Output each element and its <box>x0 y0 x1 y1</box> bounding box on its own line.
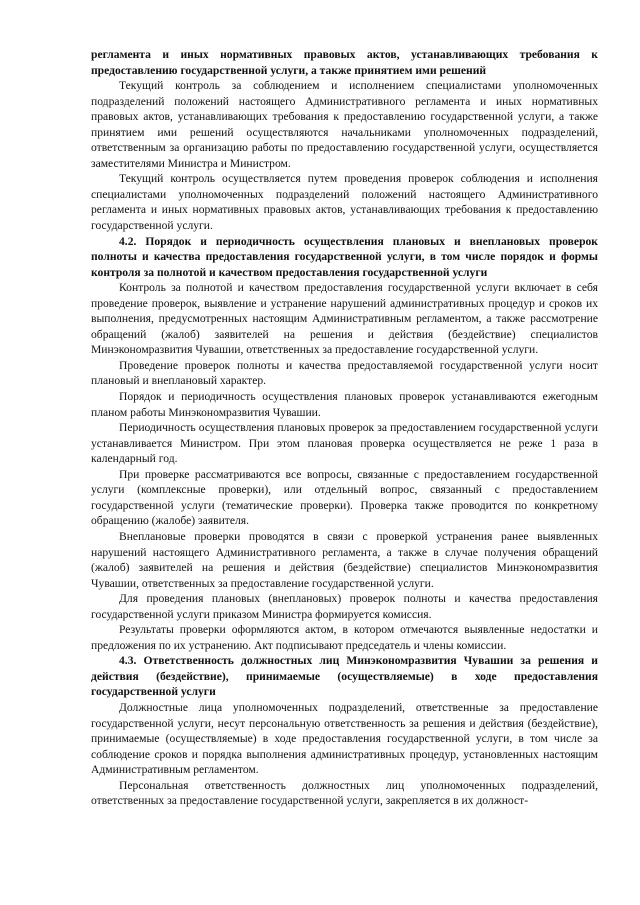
paragraph: Текущий контроль за соблюдением и исполнением специалистами уполномоченных подразделений положений настоящего Административного регламента и иных нормативных правовых актов, устанавливающих требования к предоставлению государственной услуги, а также принятием ими решений осуществляются начальниками уполномоченных подразделений, ответственным за организацию работы по предоставлению государственной услуги, осуществляется заместителями Министра и Министром. <box>91 79 598 170</box>
paragraph: Должностные лица уполномоченных подразделений, ответственные за предоставление государственной услуги, несут персональную ответственность за решения и действия (бездействие), принимаемые (осуществляемые) в ходе предоставления государственной услуги, в том числе за соблюдение сроков и порядка выполнения административных процедур, установленных настоящим Административным регламентом. <box>91 700 598 777</box>
paragraph: Внеплановые проверки проводятся в связи с проверкой устранения ранее выявленных нарушений настоящего Административного регламента, а также в случае получения обращений (жалоб) заявителей на решения и действия (бездействие) специалистов Минэкономразвития Чувашии, ответственных за предоставление государственной услуги. <box>91 529 598 590</box>
paragraph: Контроль за полнотой и качеством предоставления государственной услуги включает в себя проведение проверок, выявление и устранение нарушений административных процедур и сроков их выполнения, предусмотренных настоящим Административным регламентом, а также рассмотрение обращений (жалоб) заявителей на решения и действия (бездействие) специалистов Минэкономразвития Чувашии, ответственных за предоставление государственной услуги. <box>91 281 598 357</box>
paragraph: Проведение проверок полноты и качества предоставляемой государственной услуги носит плановый и внеплановый характер. <box>91 358 598 388</box>
paragraph: Для проведения плановых (внеплановых) проверок полноты и качества предоставления государственной услуги приказом Министра формируется комиссия. <box>91 592 598 621</box>
paragraph: Результаты проверки оформляются актом, в котором отмечаются выявленные недостатки и предложения по их устранению. Акт подписывают председатель и члены комиссии. <box>91 623 598 652</box>
paragraph: При проверке рассматриваются все вопросы, связанные с предоставлением государственной услуги (комплексные проверки), или отдельный вопрос, связанный с предоставлением государственной услуги (тематические проверки). Проверка также проводится по конкретному обращению (жалобе) заявителя. <box>91 467 598 528</box>
section-heading-4-3: 4.3. Ответственность должностных лиц Минэкономразвития Чувашии за решения и действия (бездействие), принимаемые (осуществляемые) в ходе предоставления государственной услуги <box>91 654 598 699</box>
section-heading-4-2: 4.2. Порядок и периодичность осуществления плановых и внеплановых проверок полноты и качества предоставления государственной услуги, в том числе порядок и формы контроля за полнотой и качеством предоставления государственной услуги <box>91 234 598 279</box>
paragraph: Порядок и периодичность осуществления плановых проверок устанавливаются ежегодным планом работы Минэкономразвития Чувашии. <box>91 390 598 419</box>
paragraph: Персональная ответственность должностных лиц уполномоченных подразделений, ответственных за предоставление государственной услуги, закрепляется в их должност- <box>91 778 598 808</box>
section-heading-continuation: регламента и иных нормативных правовых актов, устанавливающих требования к предоставлению государственной услуги, а также принятием ими решений <box>91 48 598 77</box>
paragraph: Текущий контроль осуществляется путем проведения проверок соблюдения и исполнения специалистами уполномоченных подразделений положений настоящего Административного регламента и иных нормативных правовых актов, устанавливающих требования к предоставлению государственной услуги. <box>91 172 598 233</box>
paragraph: Периодичность осуществления плановых проверок за предоставлением государственной услуги устанавливается Министром. При этом плановая проверка осуществляется не реже 1 раза в календарный год. <box>91 421 598 466</box>
